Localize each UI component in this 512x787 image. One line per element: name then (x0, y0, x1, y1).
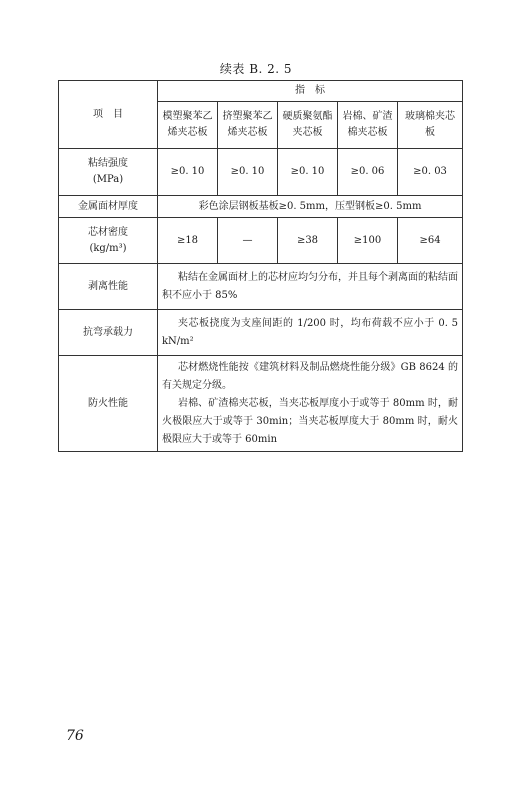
fire-paragraph-1: 芯材燃烧性能按《建筑材料及制品燃烧性能分级》GB 8624 的有关规定分级。 (162, 361, 459, 391)
table-cell: — (218, 218, 278, 264)
row-label-bond-strength (59, 149, 158, 196)
table-cell (158, 264, 463, 310)
peel-text: 粘结在金属面材上的芯材应均匀分布，并且每个剥离面的粘结面积不应小于 85% (162, 271, 459, 301)
row-label-core-density (59, 218, 158, 264)
table-row-fire (59, 356, 463, 452)
table-cell: ≥0. 03 (398, 149, 463, 196)
table-cell (158, 356, 463, 452)
table-cell: ≥18 (158, 218, 218, 264)
row-label-peel: 剥离性能 (59, 264, 158, 310)
row-label-metal-thickness: 金属面材厚度 (59, 196, 158, 218)
table-cell: ≥0. 10 (218, 149, 278, 196)
column-header-pu: 硬质聚氨酯夹芯板 (278, 102, 338, 149)
row-label-unit: (MPa) (92, 174, 124, 185)
row-label-line: 芯材密度 (88, 226, 128, 238)
table-cell: ≥0. 06 (338, 149, 398, 196)
table-cell: ≥64 (398, 218, 463, 264)
row-label-flexural: 抗弯承载力 (59, 310, 158, 356)
specification-table (58, 80, 463, 452)
table-cell: ≥38 (278, 218, 338, 264)
item-header: 项 目 (59, 81, 158, 149)
table-cell: 彩色涂层钢板基板≥0. 5mm，压型钢板≥0. 5mm (158, 196, 463, 218)
table-row-core-density (59, 218, 463, 264)
table-caption: 续表 B. 2. 5 (219, 62, 293, 76)
table-row-peel (59, 264, 463, 310)
table-cell: ≥100 (338, 218, 398, 264)
column-header-xps: 挤塑聚苯乙烯夹芯板 (218, 102, 278, 149)
column-header-rockwool: 岩棉、矿渣棉夹芯板 (338, 102, 398, 149)
fire-paragraph-2: 岩棉、矿渣棉夹芯板，当夹芯板厚度小于或等于 80mm 时，耐火极限应大于或等于 30min；当夹芯板厚度大于 80mm 时，耐火极限应大于或等于 60min (162, 397, 459, 445)
table-cell: ≥0. 10 (158, 149, 218, 196)
flexural-text: 夹芯板挠度为支座间距的 1/200 时，均布荷载不应小于 0. 5 kN/m² (162, 317, 459, 347)
row-label-fire: 防火性能 (59, 356, 158, 452)
column-header-eps: 模塑聚苯乙烯夹芯板 (158, 102, 218, 149)
table-cell: ≥0. 10 (278, 149, 338, 196)
row-label-line: 粘结强度 (88, 158, 128, 169)
table-row-flexural (59, 310, 463, 356)
table-row-metal-thickness (59, 196, 463, 218)
row-label-unit: (kg/m³) (89, 242, 127, 254)
column-header-glasswool: 玻璃棉夹芯板 (398, 102, 463, 149)
index-header: 指 标 (158, 81, 463, 102)
table-cell (158, 310, 463, 356)
page-number: 76 (66, 728, 84, 744)
table-row-bond-strength (59, 149, 463, 196)
